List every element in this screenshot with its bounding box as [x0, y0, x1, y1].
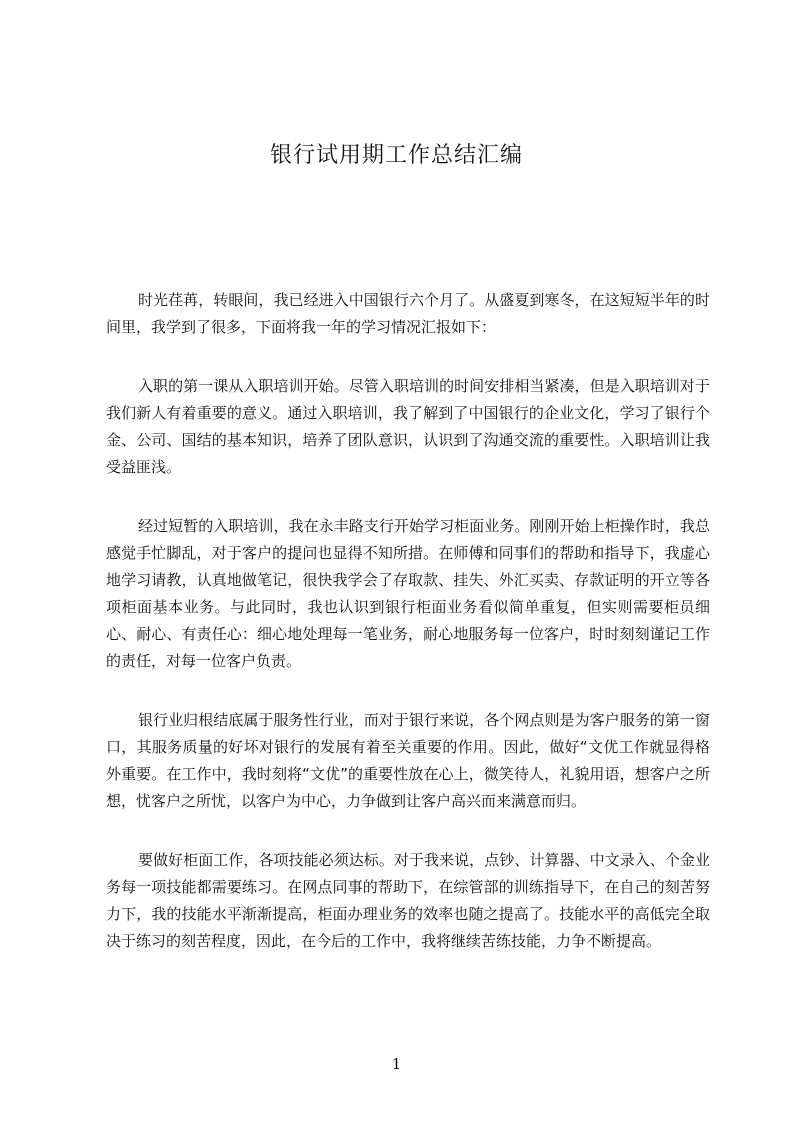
paragraph-onboarding-training: 入职的第一课从入职培训开始。尽管入职培训的时间安排相当紧凑，但是入职培训对于我们新人有着重要的意义。通过入职培训，我了解到了中国银行的企业文化，学习了银行个金、公司、国结的基本知识，培养了团队意识，认识到了沟通交流的重要性。入职培训让我受益匪浅。	[106, 377, 710, 476]
paragraph-service-quality: 银行业归根结底属于服务性行业，而对于银行来说，各个网点则是为客户服务的第一窗口，其服务质量的好坏对银行的发展有着至关重要的作用。因此，做好“文优工作就显得格外重要。在工作中，我时刻将“文优”的重要性放在心上，微笑待人，礼貌用语，想客户之所想，忧客户之所忧，以客户为中心，力争做到让客户高兴而来满意而归。	[106, 711, 710, 810]
document-body	[106, 287, 710, 955]
paragraph-counter-business: 经过短暂的入职培训，我在永丰路支行开始学习柜面业务。刚刚开始上柜操作时，我总感觉手忙脚乱，对于客户的提问也显得不知所措。在师傅和同事们的帮助和指导下，我虚心地学习请教，认真地做笔记，很快我学会了存取款、挂失、外汇买卖、存款证明的开立等各项柜面基本业务。与此同时，我也认识到银行柜面业务看似简单重复，但实则需要柜员细心、耐心、有责任心：细心地处理每一笔业务，耐心地服务每一位客户，时时刻刻谨记工作的责任，对每一位客户负责。	[106, 517, 710, 670]
document-title: 银行试用期工作总结汇编	[269, 143, 523, 168]
paragraph-skills: 要做好柜面工作，各项技能必须达标。对于我来说，点钞、计算器、中文录入、个金业务每一项技能都需要练习。在网点同事的帮助下，在综管部的训练指导下，在自己的刻苦努力下，我的技能水平渐渐提高，柜面办理业务的效率也随之提高了。技能水平的高低完全取决于练习的刻苦程度，因此，在今后的工作中，我将继续苦练技能，力争不断提高。	[106, 851, 710, 950]
paragraph-intro: 时光荏苒，转眼间，我已经进入中国银行六个月了。从盛夏到寒冬，在这短短半年的时间里，我学到了很多，下面将我一年的学习情况汇报如下：	[106, 291, 710, 336]
page-number: 1	[391, 1055, 402, 1073]
